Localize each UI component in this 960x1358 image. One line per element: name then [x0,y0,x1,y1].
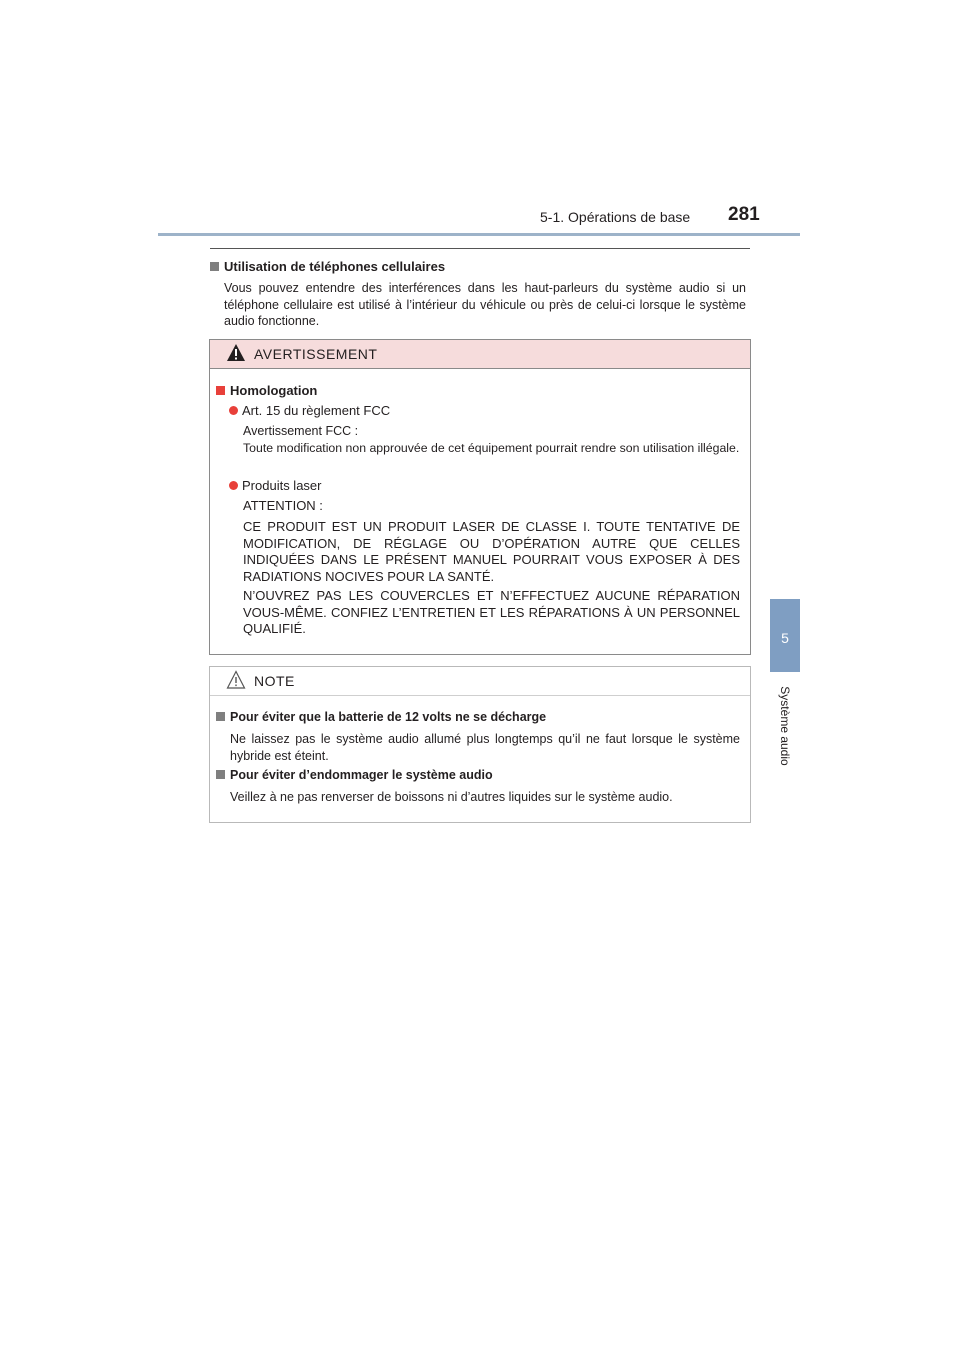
header-rule [158,233,800,236]
fcc-text: Toute modification non approuvée de cet équipement pourrait rendre son utilisation illégale. [243,441,740,455]
square-bullet-icon [216,386,225,395]
square-bullet-icon [210,262,219,271]
note-box [209,666,751,823]
homologation-heading: Homologation [216,383,317,398]
fcc-subtitle: Avertissement FCC : [243,424,359,438]
warning-title: AVERTISSEMENT [254,346,378,362]
caution-triangle-icon [226,670,246,690]
damage-heading: Pour éviter d’endommager le système audio [216,768,493,782]
chapter-label-text: Système audio [778,686,792,766]
page-number: 281 [728,204,760,225]
laser-text-2: N’OUVREZ PAS LES COUVERCLES ET N’EFFECTUEZ AUCUNE RÉPARATION VOUS-MÊME. CONFIEZ L’ENTRETIEN ET LES RÉPARATIONS À UN PERSONNEL QUALIFIÉ. [243,588,740,636]
square-bullet-icon [216,770,225,779]
laser-item: Produits laser [229,478,321,493]
laser-subtitle: ATTENTION : [243,498,323,513]
warning-box [209,339,751,655]
section-title: 5-1. Opérations de base [540,209,691,225]
note-title-bar [210,667,750,696]
fcc-item: Art. 15 du règlement FCC [229,403,390,418]
battery-heading: Pour éviter que la batterie de 12 volts ne se décharge [216,710,546,724]
note-title: NOTE [254,673,295,689]
round-bullet-icon [229,406,238,415]
chapter-tab[interactable]: 5 [770,599,800,672]
chapter-tab-label [770,677,800,775]
damage-text: Veillez à ne pas renverser de boissons ni d’autres liquides sur le système audio. [230,790,673,804]
round-bullet-icon [229,481,238,490]
warning-title-bar [210,340,750,369]
content-rule [210,248,750,249]
laser-text-1: CE PRODUIT EST UN PRODUIT LASER DE CLASSE I. TOUTE TENTATIVE DE MODIFICATION, DE RÉGLAGE OU D’OPÉRATION AUTRE QUE CELLES INDIQUÉES DANS LE PRÉSENT MANUEL POURRAIT VOUS EXPOSER À DES RADIATIONS NOCIVES POUR LA SANTÉ. [243,519,740,584]
cellphone-heading: Utilisation de téléphones cellulaires [210,259,445,274]
cellphone-text: Vous pouvez entendre des interférences dans les haut-parleurs du système audio si un téléphone cellulaire est utilisé à l’intérieur du véhicule ou près de celui-ci lorsque le système audio fonctionne. [224,281,746,328]
square-bullet-icon [216,712,225,721]
battery-text: Ne laissez pas le système audio allumé plus longtemps qu’il ne faut lorsque le système hybride est éteint. [230,732,740,763]
warning-triangle-icon [226,343,246,363]
